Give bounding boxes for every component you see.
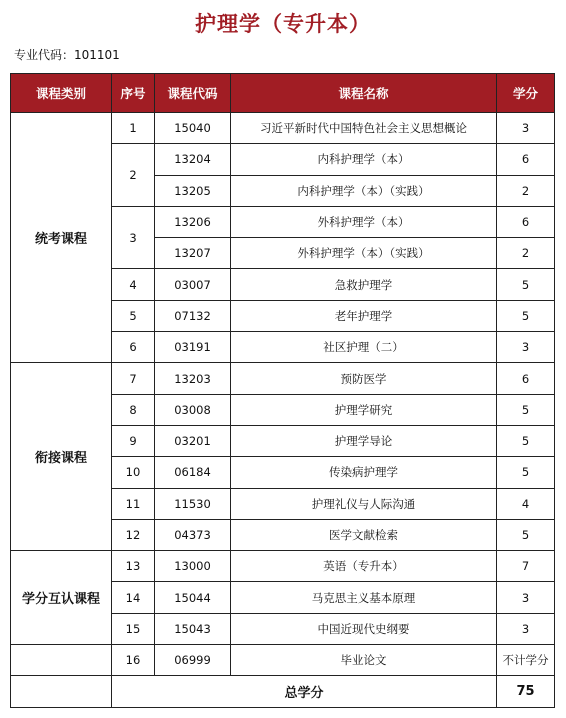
- course-credit: 5: [497, 519, 555, 550]
- total-value: 75: [497, 676, 555, 707]
- category-cell: 衔接课程: [11, 363, 112, 551]
- course-code: 15044: [155, 582, 231, 613]
- row-number: 12: [112, 519, 155, 550]
- page-title: 护理学（专升本）: [195, 12, 371, 36]
- header-number: 序号: [112, 74, 155, 113]
- course-code: 06184: [155, 457, 231, 488]
- course-name: 马克思主义基本原理: [231, 582, 497, 613]
- row-number: 14: [112, 582, 155, 613]
- course-name: 医学文献检索: [231, 519, 497, 550]
- course-credit: 3: [497, 113, 555, 144]
- row-number: 8: [112, 394, 155, 425]
- course-credit: 6: [497, 363, 555, 394]
- total-empty-cell: [11, 676, 112, 707]
- course-credit: 5: [497, 425, 555, 456]
- course-name: 老年护理学: [231, 300, 497, 331]
- row-number: 15: [112, 613, 155, 644]
- row-number: 13: [112, 551, 155, 582]
- header-course-code: 课程代码: [155, 74, 231, 113]
- course-name: 急救护理学: [231, 269, 497, 300]
- header-credit: 学分: [497, 74, 555, 113]
- course-code: 06999: [155, 645, 231, 676]
- course-name: 内科护理学（本）: [231, 144, 497, 175]
- course-credit: 不计学分: [497, 645, 555, 676]
- course-credit: 5: [497, 300, 555, 331]
- row-number: 3: [112, 206, 155, 269]
- header-row: [11, 74, 555, 113]
- row-number: 1: [112, 113, 155, 144]
- row-number: 16: [112, 645, 155, 676]
- category-cell-empty: [11, 645, 112, 676]
- course-credit: 6: [497, 206, 555, 237]
- course-code: 13000: [155, 551, 231, 582]
- header-course-name: 课程名称: [231, 74, 497, 113]
- course-code: 03007: [155, 269, 231, 300]
- table-row: [11, 645, 555, 676]
- course-name: 内科护理学（本）（实践）: [231, 175, 497, 206]
- table-row: [11, 113, 555, 144]
- course-code: 03008: [155, 394, 231, 425]
- course-credit: 5: [497, 394, 555, 425]
- row-number: 7: [112, 363, 155, 394]
- course-credit: 2: [497, 175, 555, 206]
- course-credit: 5: [497, 269, 555, 300]
- course-code: 04373: [155, 519, 231, 550]
- row-number: 4: [112, 269, 155, 300]
- course-code: 03191: [155, 332, 231, 363]
- course-credit: 3: [497, 613, 555, 644]
- course-code: 15040: [155, 113, 231, 144]
- course-credit: 5: [497, 457, 555, 488]
- course-code: 13206: [155, 206, 231, 237]
- course-name: 英语（专升本）: [231, 551, 497, 582]
- course-credit: 6: [497, 144, 555, 175]
- course-name: 习近平新时代中国特色社会主义思想概论: [231, 113, 497, 144]
- course-credit: 7: [497, 551, 555, 582]
- curriculum-table: [10, 73, 555, 708]
- course-name: 护理学导论: [231, 425, 497, 456]
- course-credit: 3: [497, 332, 555, 363]
- course-name: 中国近现代史纲要: [231, 613, 497, 644]
- table-row: [11, 363, 555, 394]
- course-code: 15043: [155, 613, 231, 644]
- course-name: 外科护理学（本）（实践）: [231, 238, 497, 269]
- course-name: 外科护理学（本）: [231, 206, 497, 237]
- category-cell: 统考课程: [11, 113, 112, 363]
- course-credit: 3: [497, 582, 555, 613]
- course-name: 传染病护理学: [231, 457, 497, 488]
- total-row: [11, 676, 555, 707]
- course-name: 社区护理（二）: [231, 332, 497, 363]
- row-number: 5: [112, 300, 155, 331]
- course-code: 11530: [155, 488, 231, 519]
- major-code: 专业代码：101101: [14, 48, 120, 62]
- row-number: 9: [112, 425, 155, 456]
- course-code: 03201: [155, 425, 231, 456]
- course-name: 护理学研究: [231, 394, 497, 425]
- course-code: 13203: [155, 363, 231, 394]
- total-label: 总学分: [112, 676, 497, 707]
- row-number: 11: [112, 488, 155, 519]
- course-credit: 2: [497, 238, 555, 269]
- course-name: 护理礼仪与人际沟通: [231, 488, 497, 519]
- row-number: 6: [112, 332, 155, 363]
- course-code: 07132: [155, 300, 231, 331]
- course-code: 13205: [155, 175, 231, 206]
- row-number: 2: [112, 144, 155, 207]
- category-cell: 学分互认课程: [11, 551, 112, 645]
- course-name: 预防医学: [231, 363, 497, 394]
- course-credit: 4: [497, 488, 555, 519]
- course-code: 13207: [155, 238, 231, 269]
- header-category: 课程类别: [11, 74, 112, 113]
- course-name: 毕业论文: [231, 645, 497, 676]
- course-code: 13204: [155, 144, 231, 175]
- table-row: [11, 551, 555, 582]
- row-number: 10: [112, 457, 155, 488]
